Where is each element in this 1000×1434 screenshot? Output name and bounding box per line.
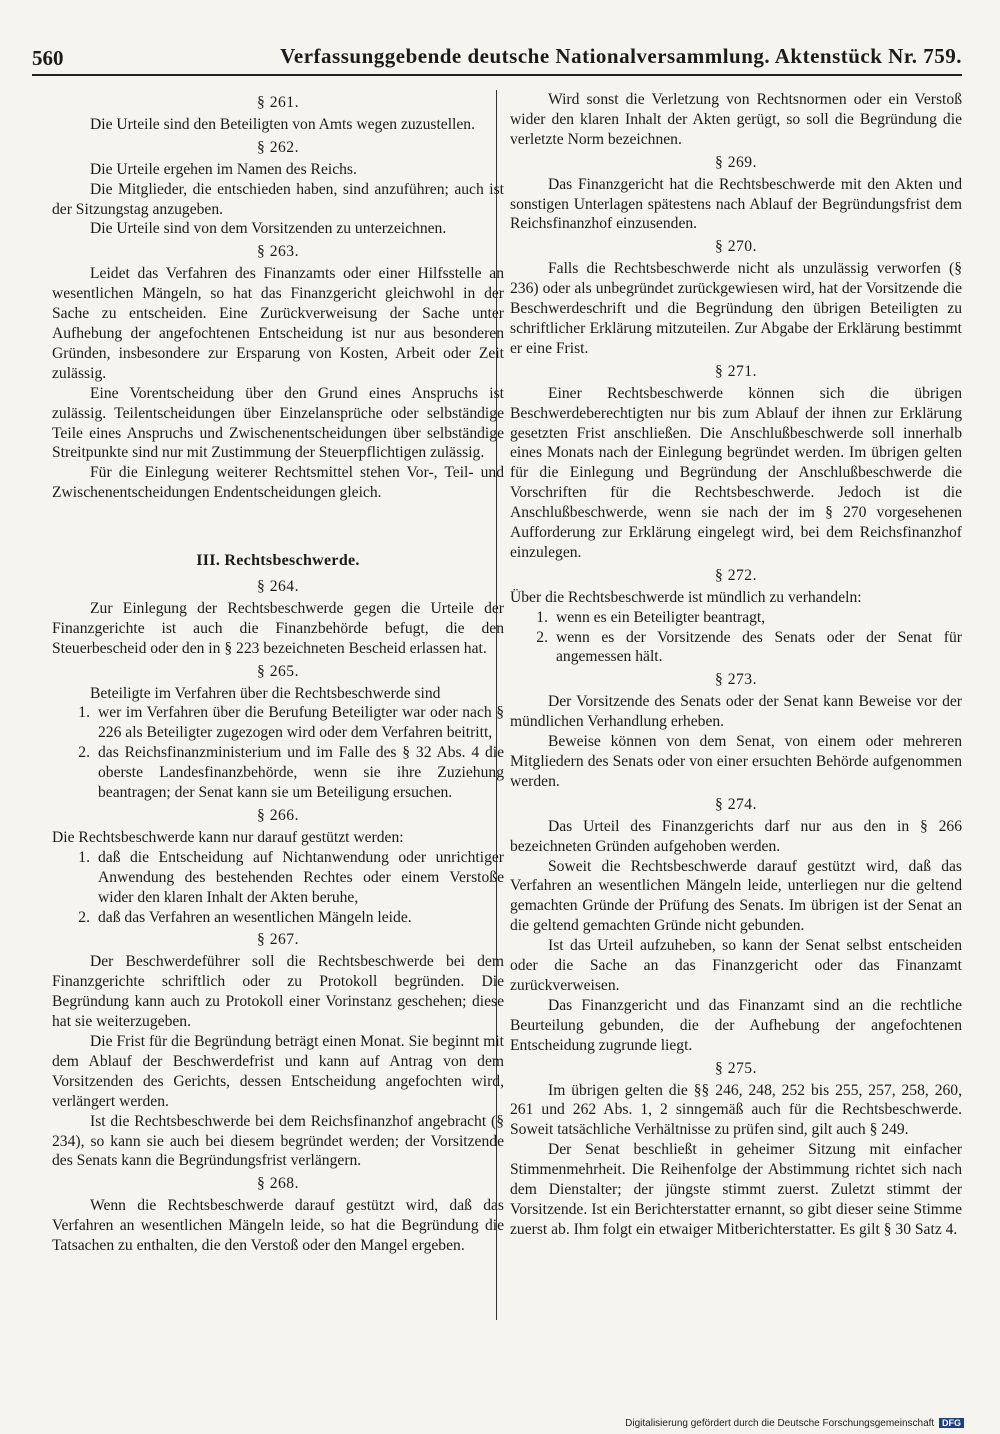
paragraph: Falls die Rechtsbeschwerde nicht als unzulässig verworfen (§ 236) oder als unbegründet zurückgewiesen wird, hat der Vorsitzende die Beschwerdeschrift und die Begründung den übrigen Beteiligten zu schriftlicher Erklärung mitzuteilen. Zur Abgabe der Erklärung bestimmt er eine Frist.: [510, 260, 962, 357]
paragraph: Das Urteil des Finanzgerichts darf nur aus den in § 266 bezeichneten Gründen aufgehoben werden.: [510, 817, 962, 855]
section-265: [52, 662, 504, 803]
numbered-list: [52, 703, 504, 803]
digitization-credit: [625, 1418, 964, 1429]
list-text: das Reichsfinanzministerium und im Falle des § 32 Abs. 4 die oberste Landesfinanzbehörde, wenn sie ihre Zuziehung beantragen; der Senat kann sie um Beteiligung ersuchen.: [98, 744, 504, 802]
section-269: [510, 153, 962, 235]
list-item: [52, 743, 504, 803]
paragraph: Ist die Rechtsbeschwerde bei dem Reichsfinanzhof angebracht (§ 234), so kann sie auch bei diesem begründet werden; der Vorsitzende des Senats kann die Begründungsfrist verlängern.: [52, 1112, 504, 1170]
credit-text: Digitalisierung gefördert durch die Deutsche Forschungsgemeinschaft: [625, 1418, 935, 1429]
section-heading: § 273.: [715, 671, 757, 689]
section-261: [52, 93, 504, 135]
dfg-logo: DFG: [939, 1418, 964, 1428]
paragraph: Die Urteile sind den Beteiligten von Amts wegen zuzustellen.: [90, 115, 475, 133]
numbered-list: [510, 608, 962, 668]
list-text: daß die Entscheidung auf Nichtanwendung oder unrichtiger Anwendung des bestehenden Rechtes oder einem Verstoße wider den klaren Inhalt der Akten beruhe,: [98, 848, 504, 906]
section-268-continued: [510, 90, 962, 150]
paragraph: Beteiligte im Verfahren über die Rechtsbeschwerde sind: [90, 684, 441, 702]
section-270: [510, 237, 962, 358]
section-heading: § 266.: [257, 807, 299, 824]
section-heading: § 271.: [715, 362, 757, 380]
paragraph: Das Finanzgericht hat die Rechtsbeschwerde mit den Akten und sonstigen Unterlagen spätestens nach Ablauf der Begründungsfrist dem Reichsfinanzhof einzusenden.: [510, 175, 962, 233]
section-heading: § 268.: [257, 1175, 299, 1193]
list-number: 2.: [78, 908, 90, 926]
paragraph: Für die Einlegung weiterer Rechtsmittel stehen Vor-, Teil- und Zwischenentscheidungen Endentscheidungen gleich.: [52, 464, 504, 502]
list-number: 1.: [536, 608, 548, 626]
paragraph: Die Rechtsbeschwerde kann nur darauf gestützt werden:: [52, 828, 404, 846]
list-item: [52, 908, 504, 928]
list-number: 1.: [78, 704, 90, 722]
right-column: [510, 90, 962, 1240]
list-text: wenn es ein Beteiligter beantragt,: [556, 608, 766, 626]
section-heading: § 267.: [257, 931, 299, 949]
section-267: [52, 930, 504, 1171]
section-heading: § 261.: [257, 94, 299, 111]
section-heading: § 270.: [715, 238, 757, 256]
paragraph: Zur Einlegung der Rechtsbeschwerde gegen die Urteile der Finanzgerichte ist auch die Finanzbehörde befugt, die den Steuerbescheid oder den in § 223 bezeichneten Bescheid erlassen hat.: [52, 599, 504, 657]
list-item: [510, 628, 962, 668]
section-275: [510, 1059, 962, 1240]
section-272: [510, 566, 962, 668]
paragraph: Die Urteile sind von dem Vorsitzenden zu unterzeichnen.: [90, 220, 447, 238]
section-heading: § 263.: [257, 243, 299, 261]
paragraph: Das Finanzgericht und das Finanzamt sind an die rechtliche Beurteilung gebunden, die der Aufhebung der angefochtenen Entscheidung zugrunde liegt.: [510, 996, 962, 1054]
section-273: [510, 670, 962, 791]
paragraph: Die Frist für die Begründung beträgt einen Monat. Sie beginnt mit dem Ablauf der Beschwerdefrist und kann auf Antrag von dem Vorsitzenden des Gerichts, dessen Entscheidung angefochten wird, verlängert werden.: [52, 1032, 504, 1110]
page-number: 560: [32, 46, 64, 70]
paragraph: Im übrigen gelten die §§ 246, 248, 252 bis 255, 257, 258, 260, 261 und 262 Abs. 1, 2 sinngemäß auch für die Rechtsbeschwerde. Soweit tatsächliche Verhältnisse zu prüfen sind, gilt auch § 249.: [510, 1081, 962, 1139]
section-264: [52, 577, 504, 659]
list-item: [52, 703, 504, 743]
paragraph: Der Vorsitzende des Senats oder der Senat kann Beweise vor der mündlichen Verhandlung erheben.: [510, 693, 962, 731]
part-heading: III. Rechtsbeschwerde.: [196, 552, 360, 570]
paragraph: Der Senat beschließt in geheimer Sitzung mit einfacher Stimmenmehrheit. Die Reihenfolge der Abstimmung richtet sich nach dem Dienstalter; der jüngste stimmt zuerst. Zuletzt stimmt der Vorsitzende. Ist ein Berichterstatter ernannt, so gibt dieser seine Stimme zuerst ab. Ihm folgt ein etwaiger Mitberichterstatter. Es gilt § 30 Satz 4.: [510, 1141, 962, 1238]
section-heading: § 272.: [715, 566, 757, 584]
list-text: daß das Verfahren an wesentlichen Mängeln leide.: [98, 908, 412, 926]
section-heading: § 274.: [715, 795, 757, 813]
paragraph: Die Urteile ergehen im Namen des Reichs.: [90, 160, 357, 178]
list-item: [510, 608, 962, 628]
numbered-list: [52, 848, 504, 928]
paragraph: Der Beschwerdeführer soll die Rechtsbeschwerde bei dem Finanzgerichte schriftlich oder zu Protokoll begründen. Die Begründung kann auch zu Protokoll einer Vorinstanz geschehen; diese hat sie weiterzugeben.: [52, 953, 504, 1031]
list-number: 2.: [78, 744, 90, 762]
paragraph: Wenn die Rechtsbeschwerde darauf gestützt wird, daß das Verfahren an wesentlichen Mängeln leide, so hat die Begründung die Tatsachen zu enthalten, die den Verstoß oder den Mangel ergeben.: [52, 1197, 504, 1255]
section-271: [510, 362, 962, 563]
section-266: [52, 806, 504, 927]
paragraph: Einer Rechtsbeschwerde können sich die übrigen Beschwerdeberechtigten nur bis zum Ablauf der ihnen zur Erklärung gesetzten Frist anschließen. Die Anschlußbeschwerde soll innerhalb eines Monats nach der Einlegung begründet werden. Im übrigen gelten für die Einlegung und Begründung der Anschlußbeschwerde die Vorschriften für die Rechtsbeschwerde. Jedoch ist die Anschlußbeschwerde, wenn sie nach der im § 270 vorgesehenen Aufforderung zur Erklärung eingelegt wird, bei dem Reichsfinanzhof einzulegen.: [510, 384, 962, 561]
paragraph: Wird sonst die Verletzung von Rechtsnormen oder ein Verstoß wider den klaren Inhalt der Akten gerügt, so soll die Begründung die verletzte Norm bezeichnen.: [510, 91, 962, 148]
left-column: [52, 90, 504, 1256]
paragraph: Die Mitglieder, die entschieden haben, sind anzuführen; auch ist der Sitzungstag anzugeben.: [52, 180, 504, 218]
page-header: [32, 44, 962, 76]
paragraph: Eine Vorentscheidung über den Grund eines Anspruchs ist zulässig. Teilentscheidungen über Einzelansprüche oder selbständige Teile eines Anspruchs und Zwischenentscheidungen über selbständige Streitpunkte sind nur mit Zustimmung der Steuerpflichtigen zulässig.: [52, 384, 504, 462]
list-number: 2.: [536, 628, 548, 646]
section-268: [52, 1174, 504, 1256]
section-heading: § 269.: [715, 153, 757, 171]
list-number: 1.: [78, 848, 90, 866]
paragraph: Beweise können von dem Senat, von einem oder mehreren Mitgliedern des Senats oder von einer ersuchten Behörde aufgenommen werden.: [510, 733, 962, 790]
paragraph: Ist das Urteil aufzuheben, so kann der Senat selbst entscheiden oder die Sache an das Finanzgericht oder das Finanzamt zurückverweisen.: [510, 937, 962, 994]
list-text: wenn es der Vorsitzende des Senats oder der Senat für angemessen hält.: [556, 628, 962, 666]
section-263: [52, 242, 504, 503]
list-text: wer im Verfahren über die Berufung Beteiligter war oder nach § 226 als Beteiligter zugezogen wird oder dem Verfahren beitritt,: [98, 704, 504, 742]
section-heading: § 275.: [715, 1059, 757, 1077]
section-heading: § 262.: [257, 138, 299, 156]
paragraph: Soweit die Rechtsbeschwerde darauf gestützt wird, daß das Verfahren an wesentlichen Mängeln leide, unterliegen nur die geltend gemachten Gründe der Prüfung des Senats. Im übrigen ist der Senat an die geltend gemachten Gründe nicht gebunden.: [510, 857, 962, 935]
list-item: [52, 848, 504, 908]
paragraph: Leidet das Verfahren des Finanzamts oder einer Hilfsstelle an wesentlichen Mängeln, so hat das Finanzgericht gleichwohl in der Sache zu entscheiden. Eine Zurückverweisung der Sache unter Aufhebung der angefochtenen Entscheidung ist nur aus besonderen Gründen, insbesondere zur Ersparung von Kosten, Arbeit oder Zeit zulässig.: [52, 265, 504, 382]
section-heading: § 265.: [257, 662, 299, 680]
section-274: [510, 795, 962, 1056]
running-head: Verfassunggebende deutsche Nationalversammlung. Aktenstück Nr. 759.: [280, 44, 962, 68]
section-262: [52, 138, 504, 240]
section-heading: § 264.: [257, 578, 299, 596]
paragraph: Über die Rechtsbeschwerde ist mündlich zu verhandeln:: [510, 588, 862, 606]
